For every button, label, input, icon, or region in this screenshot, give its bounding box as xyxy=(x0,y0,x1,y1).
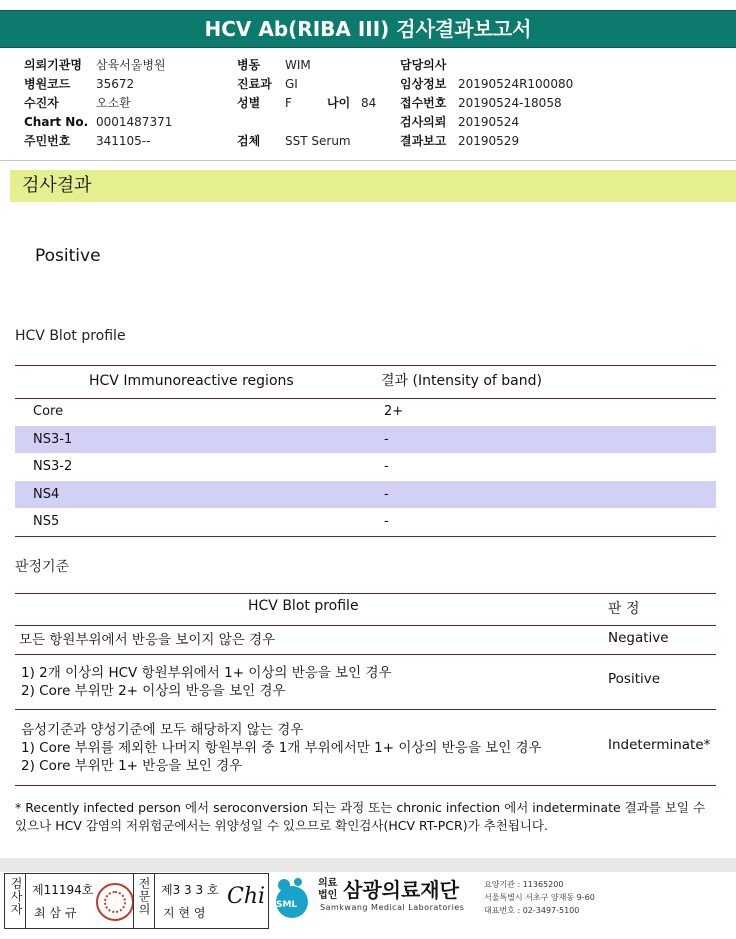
org-name: 삼광의료재단 xyxy=(343,878,459,902)
report-title: HCV Ab(RIBA III) 검사결과보고서 xyxy=(0,10,736,48)
inspector-name: 최 삼 규 xyxy=(34,906,77,920)
info-row xyxy=(237,113,376,132)
criteria-line: 1) 2개 이상의 HCV 항원부위에서 1+ 이상의 반응을 보인 경우 xyxy=(21,665,392,681)
table-rule xyxy=(15,593,716,594)
result-cell: - xyxy=(384,459,389,474)
column-header: 결과 (Intensity of band) xyxy=(381,373,542,389)
region-cell: NS5 xyxy=(33,514,60,529)
table-rule xyxy=(15,709,716,710)
info-row: 성별 F 나이 84 xyxy=(237,94,376,113)
divider xyxy=(133,874,134,928)
table-rule xyxy=(15,785,716,786)
org-contact: 요양기관 : 11365200 서울특별시 서초구 양재동 9-60 대표번호 : 02-3497-5100 xyxy=(484,880,595,915)
info-row: 의뢰기관명 삼육서울병원 xyxy=(24,58,166,72)
blot-title: HCV Blot profile xyxy=(15,328,126,344)
table-row xyxy=(15,426,716,453)
info-row: 수진자 오소환 xyxy=(24,96,131,110)
table-row xyxy=(15,453,716,480)
info-row: 검사의뢰 20190524 xyxy=(400,115,520,129)
patient-info-col1 xyxy=(24,56,172,151)
age-label: 나이 xyxy=(327,96,351,110)
table-row xyxy=(15,508,716,535)
info-row: Chart No. 0001487371 xyxy=(24,115,173,129)
signature-box xyxy=(4,873,269,929)
specialist-label: 전문의 xyxy=(137,877,151,916)
result-cell: 2+ xyxy=(384,404,404,419)
patient-info-col2 xyxy=(237,56,376,151)
divider xyxy=(25,874,26,928)
result-value: Positive xyxy=(35,246,101,266)
org-prefix: 의료 법인 xyxy=(318,878,338,901)
org-name-en: Samkwang Medical Laboratories xyxy=(320,903,465,912)
criteria-line: 모든 항원부위에서 반응을 보이지 않은 경우 xyxy=(19,632,276,648)
info-row: 검체 SST Serum xyxy=(237,134,351,148)
divider xyxy=(154,874,155,928)
handwritten-signature: Chi xyxy=(227,884,266,909)
sml-logo-icon xyxy=(272,876,316,920)
table-rule xyxy=(15,536,716,537)
criteria-line: 1) Core 부위를 제외한 나머지 항원부위 중 1개 부위에서만 1+ 이상의 반응을 보인 경우 xyxy=(21,740,542,756)
column-header: HCV Immunoreactive regions xyxy=(89,373,294,389)
result-cell: - xyxy=(384,432,389,447)
region-cell: Core xyxy=(33,404,64,419)
column-header: 판 정 xyxy=(608,601,640,617)
seal-stamp-icon xyxy=(96,883,134,921)
inspector-number: 제11194호 xyxy=(32,883,94,897)
info-row: 결과보고 20190529 xyxy=(400,134,520,148)
info-row: 주민번호 341105-- xyxy=(24,134,151,148)
footer-band xyxy=(0,858,736,872)
info-row: 접수번호 20190524-18058 xyxy=(400,96,562,110)
criteria-judgment: Negative xyxy=(608,630,669,646)
table-rule xyxy=(15,625,716,626)
info-row: 병원코드 35672 xyxy=(24,77,135,91)
blot-header-row xyxy=(15,367,716,397)
criteria-line: 음성기준과 양성기준에 모두 해당하지 않는 경우 xyxy=(21,722,304,738)
table-rule xyxy=(15,654,716,655)
criteria-header-row xyxy=(15,598,716,620)
criteria-row xyxy=(15,661,716,705)
result-cell: - xyxy=(384,487,389,502)
region-cell: NS3-2 xyxy=(33,459,73,474)
table-row xyxy=(15,398,716,425)
criteria-row xyxy=(15,718,716,774)
criteria-line: 2) Core 부위만 2+ 이상의 반응을 보인 경우 xyxy=(21,683,286,699)
info-row: 담당의사 xyxy=(400,58,447,72)
criteria-judgment: Positive xyxy=(608,671,661,687)
info-row: 임상정보 20190524R100080 xyxy=(400,77,574,91)
column-header: HCV Blot profile xyxy=(248,598,359,614)
criteria-judgment: Indeterminate* xyxy=(608,737,711,753)
patient-info-col3 xyxy=(400,56,573,151)
result-cell: - xyxy=(384,514,389,529)
specialist-name: 지 현 영 xyxy=(163,906,206,920)
header-divider xyxy=(0,160,736,161)
criteria-title: 판정기준 xyxy=(15,559,70,575)
region-cell: NS4 xyxy=(33,487,60,502)
criteria-line: 2) Core 부위만 1+ 반응을 보인 경우 xyxy=(21,758,243,774)
info-row: 병동 WIM xyxy=(237,58,311,72)
inspector-label: 검사자 xyxy=(9,877,23,916)
criteria-row xyxy=(15,628,716,654)
specialist-number: 제3 3 3 호 xyxy=(161,883,219,897)
footnote: * Recently infected person 에서 seroconversion 되는 과정 또는 chronic infection 에서 indeterminate 결과를 보일 수 있으나 HCV 감염의 저위험군에서는 위양성일 수 있으므로 확인검사(HCV RT-PCR)가 추천됩니다. xyxy=(15,800,706,833)
table-rule xyxy=(15,365,716,366)
logo-text: SML xyxy=(276,900,298,910)
section-title: 검사결과 xyxy=(10,170,736,202)
region-cell: NS3-1 xyxy=(33,432,73,447)
table-row xyxy=(15,481,716,508)
info-row: 진료과 GI xyxy=(237,77,298,91)
age-value: 84 xyxy=(361,96,377,110)
